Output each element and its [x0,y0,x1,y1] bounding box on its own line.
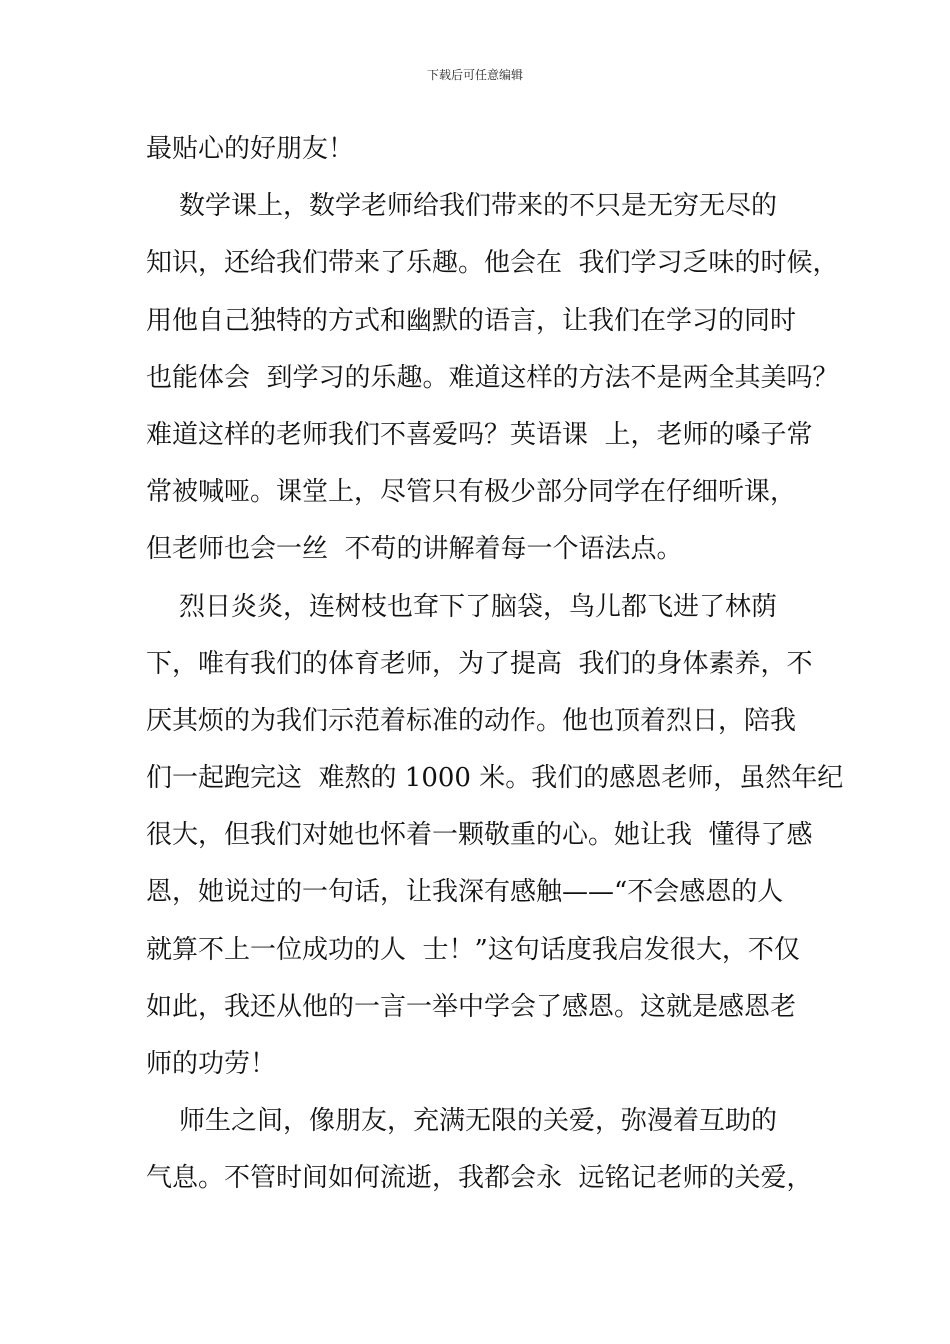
text-line: 恩，她说过的一句话，让我深有感触——“不会感恩的人 [146,877,784,908]
text-line: 数学课上，数学老师给我们带来的不只是无穷无尽的 [146,191,778,222]
text-line: 知识，还给我们带来了乐趣。他会在 我们学习乏味的时候， [146,248,839,279]
text-line: 如此，我还从他的一言一举中学会了感恩。这就是感恩老 [146,991,797,1022]
text-line: 但老师也会一丝 不苟的讲解着每一个语法点。 [146,534,683,565]
text-line: 师生之间，像朋友，充满无限的关爱，弥漫着互助的 [146,1106,778,1137]
text-line: 难道这样的老师我们不喜爱吗？英语课 上，老师的嗓子常 [146,419,813,450]
text-line: 用他自己独特的方式和幽默的语言，让我们在学习的同时 [146,305,797,336]
text-line: 气息。不管时间如何流逝，我都会永 远铭记老师的关爱， [146,1163,813,1194]
text-line: 厌其烦的为我们示范着标准的动作。他也顶着烈日，陪我 [146,705,797,736]
text-line: 常被喊哑。课堂上，尽管只有极少部分同学在仔细听课， [146,477,797,508]
page-header-note: 下载后可任意编辑 [426,68,523,82]
text-line: 师的功劳！ [146,1049,277,1079]
text-line: 们一起跑完这 难熬的 1000 米。我们的感恩老师，虽然年纪 [146,763,844,794]
text-line: 最贴心的好朋友！ [146,134,355,164]
document-body [146,121,846,1208]
text-line: 很大，但我们对她也怀着一颗敬重的心。她让我 懂得了感 [146,820,813,851]
text-line: 也能体会 到学习的乐趣。难道这样的方法不是两全其美吗？ [146,362,839,393]
text-line: 就算不上一位成功的人 士！”这句话度我启发很大，不仅 [146,934,800,965]
text-line: 烈日炎炎，连树枝也耷下了脑袋，鸟儿都飞进了林荫 [146,591,778,622]
text-line: 下，唯有我们的体育老师，为了提高 我们的身体素养，不 [146,648,813,679]
